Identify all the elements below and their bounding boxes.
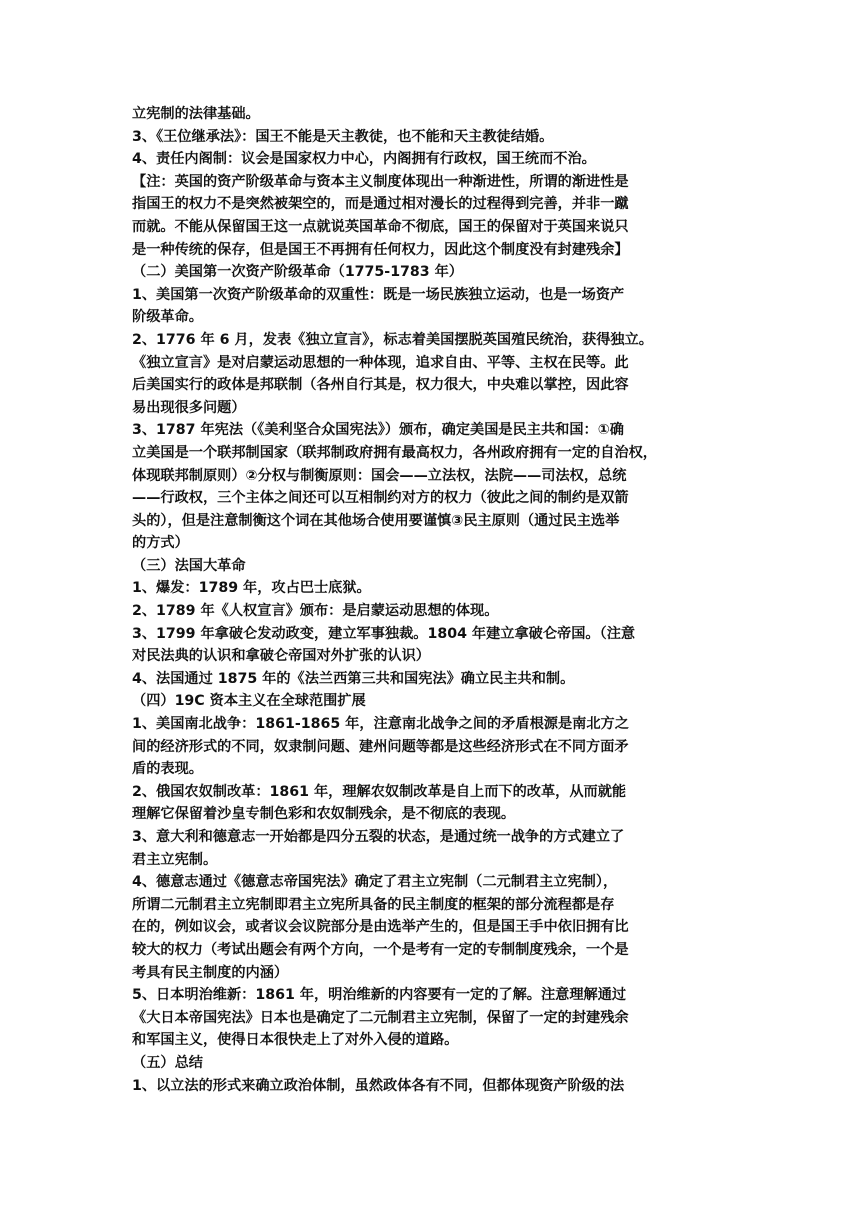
text-line: 和军国主义，使得日本很快走上了对外入侵的道路。 <box>132 1032 459 1049</box>
text-line: 2、1776 年 6 月，发表《独立宣言》，标志着美国摆脱英国殖民统治，获得独立。 <box>132 331 653 348</box>
text-line: 4、责任内阁制：议会是国家权力中心，内阁拥有行政权，国王统而不治。 <box>132 151 596 168</box>
text-line: 3、《王位继承法》：国王不能是天主教徒，也不能和天主教徒结婚。 <box>132 128 554 145</box>
text-line: 较大的权力（考试出题会有两个方向，一个是考有一定的专制制度残余，一个是 <box>132 941 629 958</box>
text-line: 《独立宣言》是对启蒙运动思想的一种体现，追求自由、平等、主权在民等。此 <box>132 354 629 371</box>
text-line: 后美国实行的政体是邦联制（各州自行其是，权力很大，中央难以掌控，因此容 <box>132 377 629 394</box>
document-body <box>132 103 772 1097</box>
text-line: 盾的表现。 <box>132 761 203 778</box>
section-heading: （四）19C 资本主义在全球范围扩展 <box>132 693 366 710</box>
text-line: 4、法国通过 1875 年的《法兰西第三共和国宪法》确立民主共和制。 <box>132 670 575 687</box>
text-line: 3、意大利和德意志一开始都是四分五裂的状态，是通过统一战争的方式建立了 <box>132 829 625 845</box>
section-heading: （五）总结 <box>132 1054 203 1071</box>
section-heading: （二）美国第一次资产阶级革命（1775-1783 年） <box>132 264 463 281</box>
text-line: 体现联邦制原则）②分权与制衡原则：国会——立法权，法院——司法权，总统 <box>132 467 627 484</box>
section-heading: （三）法国大革命 <box>132 557 246 574</box>
text-line: ——行政权，三个主体之间还可以互相制约对方的权力（彼此之间的制约是双箭 <box>132 490 629 507</box>
text-line: 3、1799 年拿破仑发动政变，建立军事独裁。1804 年建立拿破仑帝国。（注意 <box>132 625 636 642</box>
note-line: 而就。不能从保留国王这一点就说英国革命不彻底，国王的保留对于英国来说只 <box>132 218 629 235</box>
note-line: 【注：英国的资产阶级革命与资本主义制度体现出一种渐进性，所谓的渐进性是 <box>132 173 629 190</box>
text-line: 的方式） <box>132 535 189 552</box>
text-line: 阶级革命。 <box>132 309 203 326</box>
text-line: 对民法典的认识和拿破仑帝国对外扩张的认识） <box>132 648 430 665</box>
text-line: 考具有民主制度的内涵） <box>132 964 289 981</box>
text-line: 易出现很多问题） <box>132 399 246 416</box>
note-line: 是一种传统的保存，但是国王不再拥有任何权力，因此这个制度没有封建残余】 <box>132 241 629 258</box>
text-line: 立美国是一个联邦制国家（联邦制政府拥有最高权力，各州政府拥有一定的自治权， <box>132 444 657 461</box>
text-line: 1、爆发：1789 年，攻占巴士底狱。 <box>132 580 371 597</box>
text-line: 在的，例如议会，或者议会议院部分是由选举产生的，但是国王手中依旧拥有比 <box>132 919 629 936</box>
text-line: 4、德意志通过《德意志帝国宪法》确定了君主立宪制（二元制君主立宪制）， <box>132 874 618 891</box>
text-line: 5、日本明治维新：1861 年，明治维新的内容要有一定的了解。注意理解通过 <box>132 987 627 1004</box>
text-line: 所谓二元制君主立宪制即君主立宪所具备的民主制度的框架的部分流程都是存 <box>132 896 615 913</box>
text-line: 2、1789 年《人权宣言》颁布：是启蒙运动思想的体现。 <box>132 603 499 620</box>
text-line: 1、美国第一次资产阶级革命的双重性：既是一场民族独立运动，也是一场资产 <box>132 286 625 303</box>
text-line: 3、1787 年宪法（《美利坚合众国宪法》）颁布，确定美国是民主共和国：①确 <box>132 422 624 439</box>
text-line: 1、以立法的形式来确立政治体制，虽然政体各有不同，但都体现资产阶级的法 <box>132 1077 625 1094</box>
text-line: 立宪制的法律基础。 <box>132 106 260 122</box>
text-line: 《大日本帝国宪法》日本也是确定了二元制君主立宪制，保留了一定的封建残余 <box>132 1009 629 1026</box>
note-line: 指国王的权力不是突然被架空的，而是通过相对漫长的过程得到完善，并非一蹴 <box>132 196 629 213</box>
text-line: 1、美国南北战争：1861-1865 年，注意南北战争之间的矛盾根源是南北方之 <box>132 716 629 733</box>
text-line: 2、俄国农奴制改革：1861 年，理解农奴制改革是自上而下的改革，从而就能 <box>132 783 627 800</box>
text-line: 间的经济形式的不同，奴隶制问题、建州问题等都是这些经济形式在不同方面矛 <box>132 738 629 755</box>
text-line: 君主立宪制。 <box>132 851 218 868</box>
text-line: 理解它保留着沙皇专制色彩和农奴制残余，是不彻底的表现。 <box>132 806 516 823</box>
text-line: 头的），但是注意制衡这个词在其他场合使用要谨慎③民主原则（通过民主选举 <box>132 512 620 529</box>
